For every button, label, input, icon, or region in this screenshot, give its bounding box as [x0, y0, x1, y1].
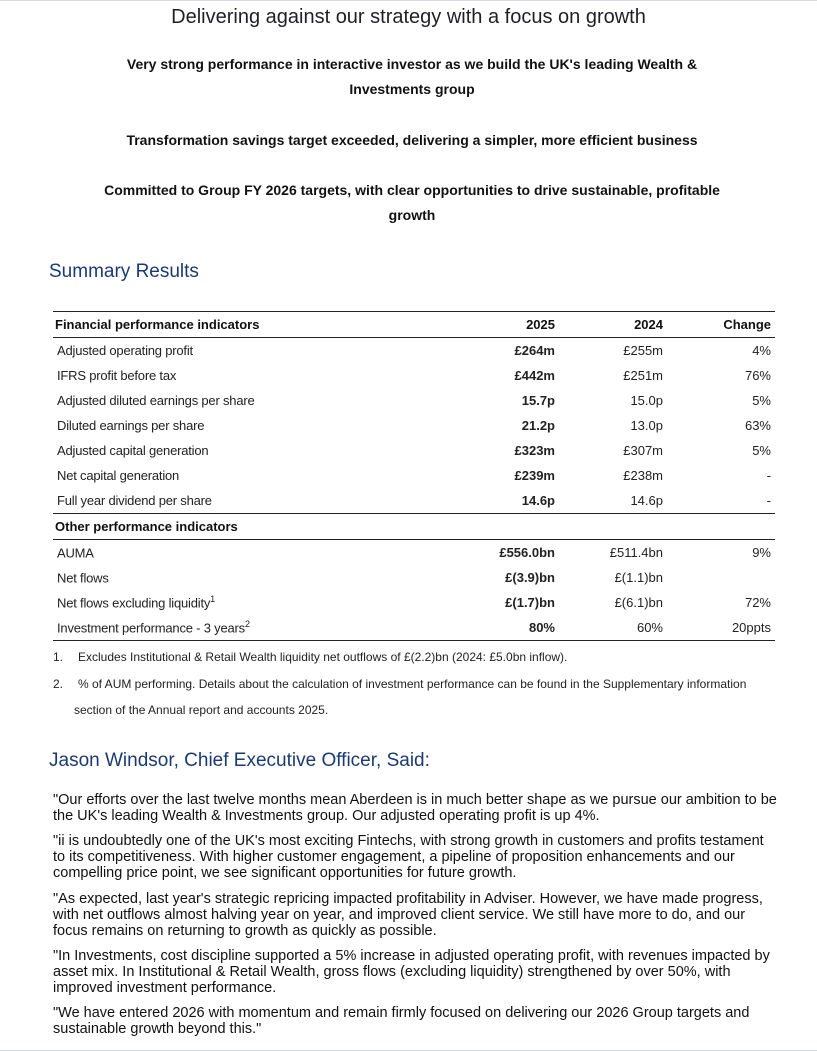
value-2025: 15.7p [521, 393, 555, 408]
summary-results-title: Summary Results [49, 261, 199, 282]
footnote-ref: 2 [244, 619, 250, 630]
value-change: - [766, 493, 771, 508]
ceo-section-title: Jason Windsor, Chief Executive Officer, Said: [49, 750, 430, 771]
value-change: 20ppts [667, 615, 775, 641]
value-2024: £(6.1)bn [614, 595, 663, 610]
value-2024: 14.6p [630, 493, 663, 508]
table-row [53, 338, 775, 364]
table-row [53, 615, 775, 641]
page-top-border [0, 0, 817, 1]
value-2025: £442m [514, 368, 555, 383]
value-2025: 14.6p [521, 493, 555, 508]
value-2024: 15.0p [630, 393, 663, 408]
value-2024: 13.0p [630, 418, 663, 433]
value-2025: £(1.7)bn [505, 595, 555, 610]
value-change: 9% [752, 545, 771, 560]
row-label: Net capital generation [57, 468, 180, 483]
table-row [53, 488, 775, 514]
financial-indicators-header: Financial performance indicators [53, 312, 495, 338]
table-row [53, 590, 775, 615]
column-2024-header: 2024 [559, 312, 667, 338]
value-2025: £323m [514, 443, 555, 458]
value-2025: £264m [514, 343, 555, 358]
highlight-2: Transformation savings target exceeded, delivering a simpler, more efficient business [126, 132, 698, 148]
highlight-3: Committed to Group FY 2026 targets, with clear opportunities to drive sustainable, profitable growth [104, 182, 720, 223]
row-label: Net flows [57, 570, 109, 586]
value-2025: £556.0bn [499, 545, 555, 560]
value-2024: £255m [623, 343, 663, 358]
row-label: Adjusted capital generation [57, 443, 209, 458]
table-header-financial [53, 312, 775, 338]
row-label: Adjusted diluted earnings per share [57, 393, 255, 408]
row-label: Full year dividend per share [57, 493, 212, 508]
headline: Delivering against our strategy with a focus on growth [171, 6, 646, 28]
row-label: AUMA [57, 545, 94, 561]
footnote-2: 2. % of AUM performing. Details about the calculation of investment performance can be found in the Supplementary information section of the Annual report and accounts 2025. [53, 677, 747, 717]
table-row [53, 540, 775, 566]
value-2024: £(1.1)bn [614, 570, 663, 585]
value-2024: £251m [623, 368, 663, 383]
row-label: Adjusted operating profit [57, 343, 193, 358]
value-change: 4% [752, 343, 771, 358]
table-row [53, 463, 775, 488]
value-2024: 60% [559, 615, 667, 641]
table-row [53, 388, 775, 413]
highlight-1: Very strong performance in interactive investor as we build the UK's leading Wealth & Investments group [126, 56, 698, 97]
other-indicators-header: Other performance indicators [53, 514, 495, 540]
value-change: 63% [744, 418, 771, 433]
value-2025: 80% [495, 615, 559, 641]
value-change: 72% [744, 595, 771, 610]
table-row [53, 438, 775, 463]
table-row [53, 413, 775, 438]
ceo-quote-1: "Our efforts over the last twelve months mean Aberdeen is in much better shape as we pursue our ambition to be the UK's leading Wealth & Investments group. Our adjusted operating profit is up 4%. [53, 792, 777, 824]
value-change: 5% [752, 443, 771, 458]
row-label: Investment performance - 3 years$^2$ [53, 615, 495, 641]
value-change [667, 565, 775, 590]
value-change: - [766, 468, 771, 483]
row-label: Net flows excluding liquidity$^1$ [57, 594, 215, 611]
ceo-quote-3: "As expected, last year's strategic repricing impacted profitability in Adviser. However, we have made progress, with net outflows almost halving year on year, and improved client service. We still have more to do, and our focus remains on returning to growth as quickly as possible. [53, 891, 763, 939]
ceo-quote-5: "We have entered 2026 with momentum and remain firmly focused on delivering our 2026 Group targets and sustainable growth beyond this." [53, 1005, 750, 1037]
value-change: 5% [752, 393, 771, 408]
table-row [53, 363, 775, 388]
row-label: Diluted earnings per share [57, 418, 205, 433]
value-2025: £239m [514, 468, 555, 483]
value-2024: £307m [623, 443, 663, 458]
value-2025: 21.2p [521, 418, 555, 433]
column-2025-header: 2025 [495, 312, 559, 338]
row-label: IFRS profit before tax [57, 368, 177, 383]
value-2025: £(3.9)bn [505, 570, 555, 585]
value-2024: £511.4bn [609, 545, 663, 560]
ceo-quote-4: "In Investments, cost discipline supported a 5% increase in adjusted operating profit, with revenues impacted by asset mix. In Institutional & Retail Wealth, gross flows (excluding liquidity) strengthened by over 50%, with improved investment performance. [53, 948, 770, 996]
footnote-ref: 1 [210, 594, 215, 605]
ceo-quote-2: "ii is undoubtedly one of the UK's most exciting Fintechs, with strong growth in customers and profits testament to its competitiveness. With higher customer engagement, a pipeline of proposition enhancements and our compelling price point, we see significant opportunities for future growth. [53, 833, 764, 881]
value-change: 76% [744, 368, 771, 383]
footnote-1: 1. Excludes Institutional & Retail Wealth liquidity net outflows of £(2.2)bn (2024: £5.0bn inflow). [53, 650, 568, 664]
value-2024: £238m [623, 468, 663, 483]
table-header-other [53, 514, 775, 540]
table-row [53, 565, 775, 590]
column-change-header: Change [667, 312, 775, 338]
summary-results-table [53, 311, 775, 641]
